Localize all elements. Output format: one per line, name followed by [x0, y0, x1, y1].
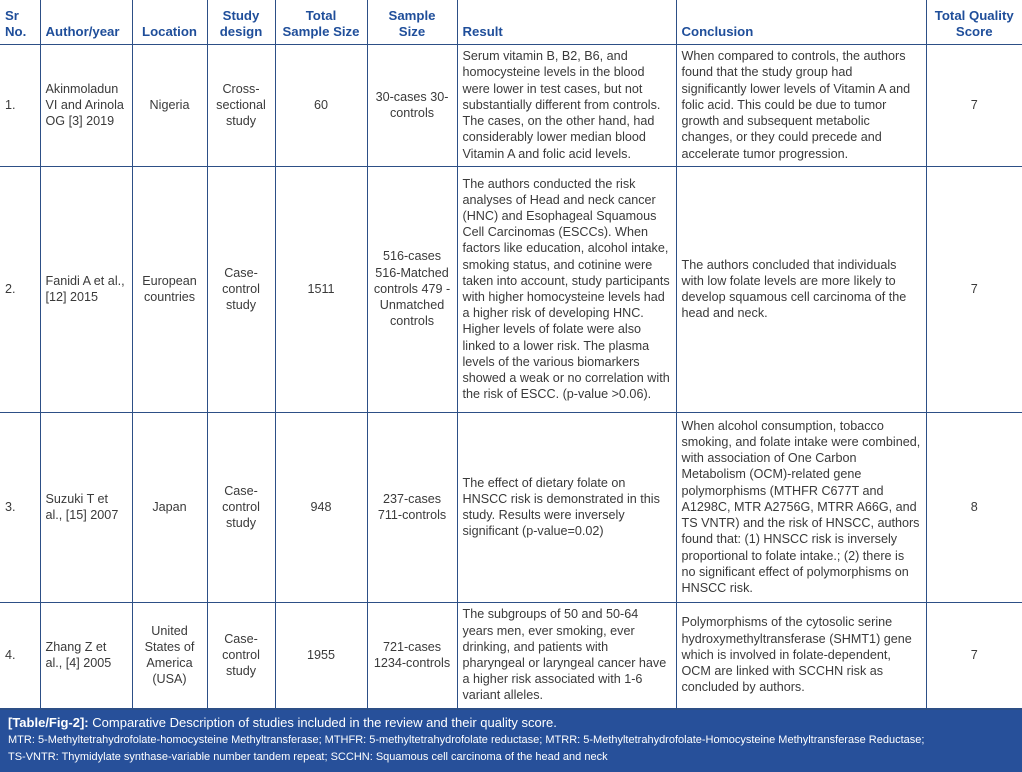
- cell-study-design: Case-control study: [207, 166, 275, 412]
- caption-title-line: [8, 714, 1014, 732]
- header-sample-line1: Sample: [388, 7, 436, 23]
- cell-location: Nigeria: [132, 44, 207, 166]
- header-author-year: Author/year: [40, 0, 132, 44]
- cell-sample-size: 516-cases 516-Matched controls 479 -Unmatched controls: [367, 166, 457, 412]
- header-sample-line2: Size: [398, 23, 426, 39]
- header-sr-line2: No.: [5, 23, 27, 39]
- header-study-design: [207, 0, 275, 44]
- cell-location: United States of America (USA): [132, 602, 207, 708]
- header-total-quality-score: [926, 0, 1022, 44]
- header-design-line2: design: [219, 23, 263, 39]
- cell-author-year: Fanidi A et al., [12] 2015: [40, 166, 132, 412]
- cell-result: The effect of dietary folate on HNSCC risk is demonstrated in this study. Results were inversely significant (p-value=0.02): [457, 412, 676, 602]
- header-conclusion: Conclusion: [676, 0, 926, 44]
- header-sample-size: [367, 0, 457, 44]
- caption-label: [Table/Fig-2]:: [8, 714, 89, 730]
- table-row: [0, 44, 1022, 166]
- cell-author-year: Zhang Z et al., [4] 2005: [40, 602, 132, 708]
- cell-conclusion: When alcohol consumption, tobacco smoking, and folate intake were combined, with association of One Carbon Metabolism (OCM)-related gene polymorphisms (MTHFR C677T and A1298C, MTR A2756G, MTRR A66G, and TS VNTR) and the risk of HNSCC, authors found that: (1) HNSCC risk is inversely proportional to folate intake.; (2) there is no significant effect of polymorphisms on HNSCC risk.: [676, 412, 926, 602]
- cell-sample-size: 721-cases 1234-controls: [367, 602, 457, 708]
- cell-author-year: Akinmoladun VI and Arinola OG [3] 2019: [40, 44, 132, 166]
- cell-total-sample-size: 948: [275, 412, 367, 602]
- header-score-line2: Score: [955, 23, 993, 39]
- caption-title: Comparative Description of studies included in the review and their quality score.: [92, 714, 557, 730]
- header-design-line1: Study: [222, 7, 260, 23]
- cell-sample-size: 30-cases 30-controls: [367, 44, 457, 166]
- cell-quality-score: 7: [926, 166, 1022, 412]
- cell-location: European countries: [132, 166, 207, 412]
- cell-result: The authors conducted the risk analyses of Head and neck cancer (HNC) and Esophageal Squamous Cell Carcinomas (ESCCs). When factors like education, alcohol intake, smoking status, and cotinine were taken into account, study participants with higher homocysteine levels had a higher risk of developing HNC. Higher levels of folate were also linked to a lower risk. The plasma levels of the various biomarkers showed a weak or no correlation with the risk of ESCC. (p-value >0.06).: [457, 166, 676, 412]
- header-total-sample-size: [275, 0, 367, 44]
- cell-author-year: Suzuki T et al., [15] 2007: [40, 412, 132, 602]
- table-caption: [0, 709, 1022, 772]
- header-location: Location: [132, 0, 207, 44]
- header-result: Result: [457, 0, 676, 44]
- cell-study-design: Case-control study: [207, 412, 275, 602]
- table-row: [0, 412, 1022, 602]
- header-sr-no: [0, 0, 40, 44]
- cell-quality-score: 7: [926, 44, 1022, 166]
- header-total-line2: Sample Size: [282, 23, 360, 39]
- table-row: [0, 166, 1022, 412]
- cell-sr-no: 1.: [0, 44, 40, 166]
- cell-total-sample-size: 60: [275, 44, 367, 166]
- cell-result: Serum vitamin B, B2, B6, and homocysteine levels in the blood were lower in test cases, but not substantially different from controls. The cases, on the other hand, had considerably lower median blood Vitamin A and folic acid levels.: [457, 44, 676, 166]
- cell-sr-no: 3.: [0, 412, 40, 602]
- cell-study-design: Cross-sectional study: [207, 44, 275, 166]
- cell-sr-no: 4.: [0, 602, 40, 708]
- cell-total-sample-size: 1955: [275, 602, 367, 708]
- caption-abbreviations-1: MTR: 5-Methyltetrahydrofolate-homocysteine Methyltransferase; MTHFR: 5-methyltetrahydrofolate reductase; MTRR: 5-Methyltetrahydrofolate-Homocysteine Methyltransferase Reductase;: [8, 733, 925, 746]
- cell-quality-score: 7: [926, 602, 1022, 708]
- cell-conclusion: The authors concluded that individuals with low folate levels are more likely to develop squamous cell carcinoma of the head and neck.: [676, 166, 926, 412]
- cell-study-design: Case-control study: [207, 602, 275, 708]
- header-sr-line1: Sr: [5, 7, 19, 23]
- cell-sample-size: 237-cases 711-controls: [367, 412, 457, 602]
- caption-abbreviations-2: TS-VNTR: Thymidylate synthase-variable number tandem repeat; SCCHN: Squamous cell carcinoma of the head and neck: [8, 750, 608, 763]
- cell-total-sample-size: 1511: [275, 166, 367, 412]
- table-header-row: [0, 0, 1022, 44]
- table-row: [0, 602, 1022, 708]
- header-total-line1: Total: [305, 7, 337, 23]
- cell-conclusion: Polymorphisms of the cytosolic serine hydroxymethyltransferase (SHMT1) gene which is involved in folate-dependent, OCM are linked with SCCHN risk as concluded by authors.: [676, 602, 926, 708]
- header-score-line1: Total Quality: [934, 7, 1014, 23]
- cell-location: Japan: [132, 412, 207, 602]
- cell-sr-no: 2.: [0, 166, 40, 412]
- cell-quality-score: 8: [926, 412, 1022, 602]
- cell-conclusion: When compared to controls, the authors found that the study group had significantly lower levels of Vitamin A and folic acid. This could be due to tumor growth and subsequent metabolic changes, or they could precede and accelerate tumor progression.: [676, 44, 926, 166]
- cell-result: The subgroups of 50 and 50-64 years men, ever smoking, ever drinking, and patients with pharyngeal or laryngeal cancer have a higher risk associated with 1-6 variant alleles.: [457, 602, 676, 708]
